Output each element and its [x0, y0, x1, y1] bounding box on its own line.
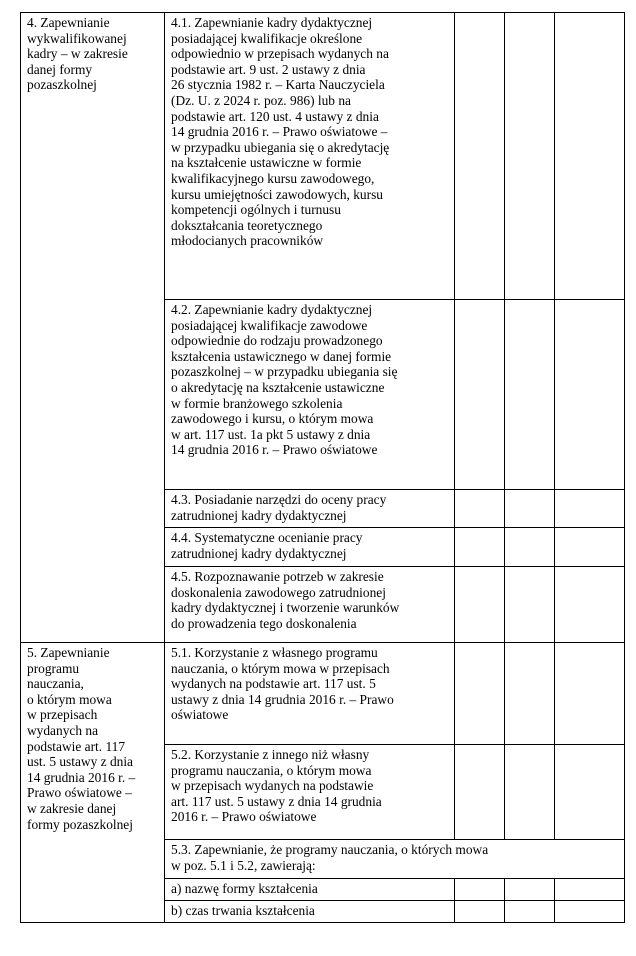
criterion-cell	[165, 567, 455, 643]
checkbox-cell[interactable]	[455, 643, 505, 745]
checkbox-cell[interactable]	[505, 528, 555, 567]
criterion-cell	[165, 528, 455, 567]
checkbox-cell[interactable]	[555, 13, 625, 300]
criterion-4-2-text: 4.2. Zapewnianie kadry dydaktycznej posiadającej kwalifikacje zawodowe odpowiednie do rodzaju prowadzonego kształcenia ustawicznego w danej formie pozaszkolnej – w przypadku ubiegania się o akredytację na kształcenie ustawiczne w formie branżowego szkolenia zawodowego i kursu, o którym mowa w art. 117 ust. 1a pkt 5 ustawy z dnia 14 grudnia 2016 r. – Prawo oświatowe	[171, 302, 398, 458]
criterion-cell-wide	[165, 840, 625, 879]
checkbox-cell[interactable]	[555, 528, 625, 567]
checkbox-cell[interactable]	[455, 567, 505, 643]
criterion-cell	[165, 643, 455, 745]
checkbox-cell[interactable]	[455, 528, 505, 567]
table-row	[21, 643, 625, 745]
checkbox-cell[interactable]	[505, 745, 555, 840]
checkbox-cell[interactable]	[555, 901, 625, 923]
checkbox-cell[interactable]	[555, 300, 625, 490]
checkbox-cell[interactable]	[505, 300, 555, 490]
checkbox-cell[interactable]	[455, 901, 505, 923]
checkbox-cell[interactable]	[555, 879, 625, 901]
accreditation-criteria-table	[20, 12, 625, 923]
criterion-cell	[165, 879, 455, 901]
criterion-4-4-text: 4.4. Systematyczne ocenianie pracy zatrudnionej kadry dydaktycznej	[171, 530, 363, 561]
checkbox-cell[interactable]	[455, 300, 505, 490]
area-cell	[21, 13, 165, 643]
criterion-cell	[165, 300, 455, 490]
checkbox-cell[interactable]	[505, 901, 555, 923]
criterion-4-3-text: 4.3. Posiadanie narzędzi do oceny pracy zatrudnionej kadry dydaktycznej	[171, 492, 387, 523]
checkbox-cell[interactable]	[505, 643, 555, 745]
checkbox-cell[interactable]	[455, 879, 505, 901]
checkbox-cell[interactable]	[455, 490, 505, 528]
criterion-5-3-a-text: a) nazwę formy kształcenia	[171, 881, 318, 896]
checkbox-cell[interactable]	[555, 490, 625, 528]
checkbox-cell[interactable]	[455, 13, 505, 300]
area-4-text: 4. Zapewnianie wykwalifikowanej kadry – w zakresie danej formy pozaszkolnej	[27, 15, 128, 93]
checkbox-cell[interactable]	[505, 490, 555, 528]
criterion-4-5-text: 4.5. Rozpoznawanie potrzeb w zakresie doskonalenia zawodowego zatrudnionej kadry dydaktycznej i tworzenie warunków do prowadzenia tego doskonalenia	[171, 569, 400, 631]
checkbox-cell[interactable]	[455, 745, 505, 840]
area-5-text: 5. Zapewnianie programu nauczania, o którym mowa w przepisach wydanych na podstawie art. 117 ust. 5 ustawy z dnia 14 grudnia 2016 r. – Prawo oświatowe – w zakresie danej formy pozaszkolnej	[27, 645, 136, 832]
checkbox-cell[interactable]	[555, 643, 625, 745]
checkbox-cell[interactable]	[555, 567, 625, 643]
criterion-cell	[165, 490, 455, 528]
criterion-cell	[165, 745, 455, 840]
criterion-cell	[165, 901, 455, 923]
checkbox-cell[interactable]	[505, 567, 555, 643]
checkbox-cell[interactable]	[505, 13, 555, 300]
checkbox-cell[interactable]	[505, 879, 555, 901]
criterion-cell	[165, 13, 455, 300]
checkbox-cell[interactable]	[555, 745, 625, 840]
criterion-5-2-text: 5.2. Korzystanie z innego niż własny programu nauczania, o którym mowa w przepisach wydanych na podstawie art. 117 ust. 5 ustawy z dnia 14 grudnia 2016 r. – Prawo oświatowe	[171, 747, 382, 825]
area-cell	[21, 643, 165, 923]
criterion-5-1-text: 5.1. Korzystanie z własnego programu nauczania, o którym mowa w przepisach wydanych na podstawie art. 117 ust. 5 ustawy z dnia 14 grudnia 2016 r. – Prawo oświatowe	[171, 645, 394, 723]
criterion-4-1-text: 4.1. Zapewnianie kadry dydaktycznej posiadającej kwalifikacje określone odpowiednio w przepisach wydanych na podstawie art. 9 ust. 2 ustawy z dnia 26 stycznia 1982 r. – Karta Nauczyciela (Dz. U. z 2024 r. poz. 986) lub na podstawie art. 120 ust. 4 ustawy z dnia 14 grudnia 2016 r. – Prawo oświatowe – w przypadku ubiegania się o akredytację na kształcenie ustawiczne w formie kwalifikacyjnego kursu zawodowego, kursu umiejętności zawodowych, kursu kompetencji ogólnych i turnusu dokształcania teoretycznego młodocianych pracowników	[171, 15, 390, 249]
criterion-5-3-b-text: b) czas trwania kształcenia	[171, 903, 315, 918]
criterion-5-3-text: 5.3. Zapewnianie, że programy nauczania, o których mowa w poz. 5.1 i 5.2, zawierają:	[171, 842, 489, 873]
table-row	[21, 13, 625, 300]
